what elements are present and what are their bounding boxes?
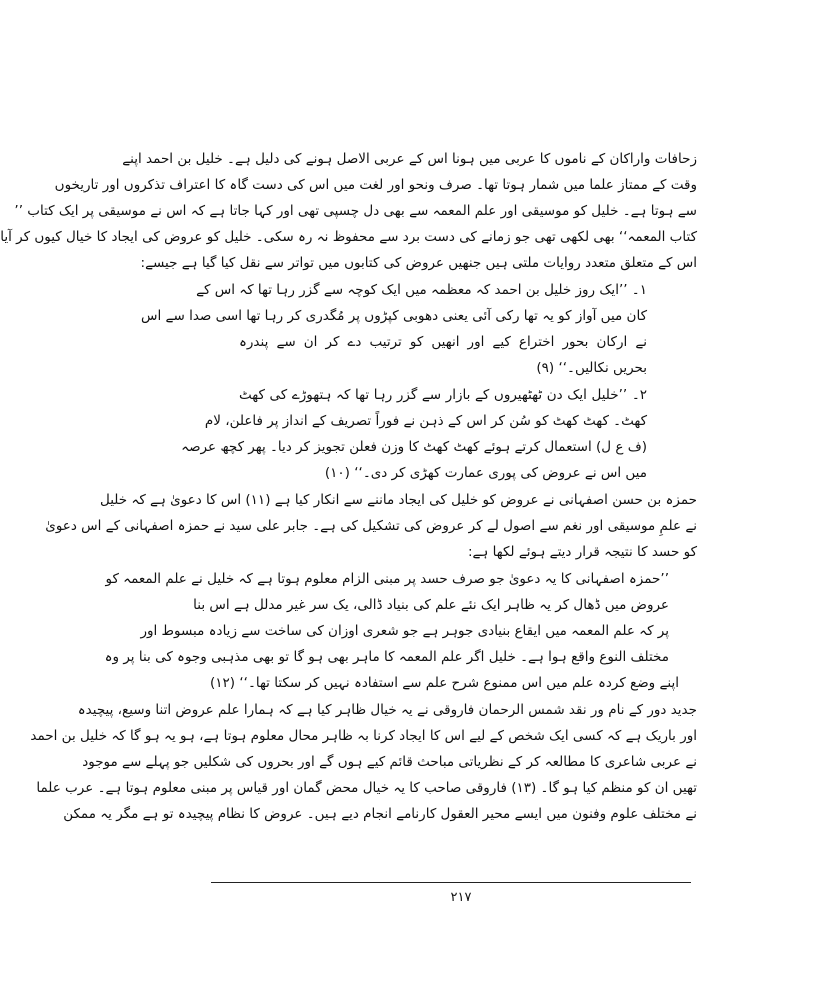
quote-line: کان میں آواز کو یہ تھا رکی آئی یعنی دھوبی کپڑوں پر مُگدری کر رہا تھا اسی صدا سے اس (141, 308, 647, 324)
text-line: حمزہ بن حسن اصفہانی نے عروض کو خلیل کی ایجاد ماننے سے انکار کیا ہے (۱۱) اس کا دعویٰ ہے کہ خلیل (100, 492, 697, 508)
text-line: سے ہوتا ہے۔ خلیل کو موسیقی اور علم المعمہ سے بھی دل چسپی تھی اور کہا جاتا ہے کہ اس نے موسیقی پر ایک کتاب ’’ (14, 203, 697, 219)
text-line: اور باریک ہے کہ کسی ایک شخص کے لیے اس کا ایجاد کرنا بہ ظاہر محال معلوم ہوتا ہے، ہو یہ ہو گا کہ خلیل بن احمد (30, 728, 697, 744)
quote-line: پر کہ علم المعمہ میں ایقاع بنیادی جوہر ہے جو شعری اوزان کی ساخت سے زیادہ مبسوط اور (140, 623, 669, 639)
quote-line: میں اس نے عروض کی پوری عمارت کھڑی کر دی۔‘‘ (۱۰) (324, 465, 647, 481)
text-line: نے مختلف علوم وفنون میں ایسے محیر العقول کارنامے انجام دیے ہیں۔ عروض کا نظام پیچیدہ تو ہے مگر یہ ممکن (63, 806, 697, 822)
text-line: زحافات واراکان کے ناموں کا عربی میں ہونا اس کے عربی الاصل ہونے کی دلیل ہے۔ خلیل بن احمد اپنے (122, 151, 697, 167)
quote-line: کھٹ۔ کھٹ کھٹ کو سُن کر اس کے ذہن نے فوراً تصریف کے انداز پر فاعلن، لام (204, 413, 647, 429)
quote-line: (ف ع ل) استعمال کرتے ہوئے کھٹ کھٹ کا وزن فعلن تجویز کر دیا۔ پھر کچھ عرصہ (181, 439, 647, 455)
text-line: اس کے متعلق متعدد روایات ملتی ہیں جنھیں عروض کی کتابوں میں تواتر سے نقل کیا گیا ہے جیسے: (140, 255, 697, 271)
quote-line: ’’حمزہ اصفہانی کا یہ دعویٰ جو صرف حسد پر مبنی الزام معلوم ہوتا ہے کہ خلیل نے علم المعمہ کو (105, 571, 669, 587)
quote-line: ۲۔ ’’خلیل ایک دن ٹھٹھیروں کے بازار سے گزر رہا تھا کہ ہتھوڑے کی کھٹ (239, 387, 647, 403)
text-line: وقت کے ممتاز علما میں شمار ہوتا تھا۔ صرف ونحو اور لغت میں اس کی دست گاہ کا اعتراف تذکروں اور تاریخوں (54, 177, 697, 193)
text-line: کتاب المعمہ‘‘ بھی لکھی تھی جو زمانے کی دست برد سے محفوظ نہ رہ سکی۔ خلیل کو عروض کی ایجاد کا خیال کیوں کر آیا (0, 229, 697, 245)
text-line: نے علمِ موسیقی اور نغم سے اصول لے کر عروض کی تشکیل کی ہے۔ جابر علی سید نے حمزہ اصفہانی کے اس دعویٰ (45, 518, 697, 534)
quote-line: بحریں نکالیں۔‘‘ (۹) (536, 360, 647, 376)
quote-line: عروض میں ڈھال کر یہ ظاہر ایک نئے علم کی بنیاد ڈالی، یک سر غیر مدلل ہے اس بنا (193, 597, 669, 613)
footer-rule (211, 882, 691, 883)
page-number: ۲۱۷ (450, 890, 472, 905)
quote-line: ۱۔ ’’ایک روز خلیل بن احمد کہ معظمہ میں ایک کوچہ سے گزر رہا تھا کہ اس کے (196, 282, 647, 298)
quote-line: نے ارکان بحور اختراع کیے اور انھیں کو ترتیب دے کر ان سے پندرہ (239, 334, 647, 350)
text-line: تھیں ان کو منظم کیا ہو گا۔ (۱۳) فاروقی صاحب کا یہ خیال محض گمان اور قیاس پر مبنی معلوم ہوتا ہے۔ عرب علما (36, 780, 697, 796)
text-line: جدید دور کے نام ور نقد شمس الرحمان فاروقی نے یہ خیال ظاہر کیا ہے کہ ہمارا علم عروض اتنا وسیع، پیچیدہ (77, 702, 697, 718)
text-line: کو حسد کا نتیجہ قرار دیتے ہوئے لکھا ہے: (467, 544, 697, 560)
quote-line: مختلف النوع واقع ہوا ہے۔ خلیل اگر علم المعمہ کا ماہر بھی ہو گا تو بھی مذہبی وجوہ کی بنا پر وہ (104, 649, 669, 665)
text-line: نے عربی شاعری کا مطالعہ کر کے نظریاتی مباحث قائم کیے ہوں گے اور بحروں کی شکلیں جو پہلے سے موجود (82, 754, 697, 770)
quote-line: اپنے وضع کردہ علم میں اس ممنوع شرح علم سے استفادہ نہیں کر سکتا تھا۔‘‘ (۱۲) (210, 675, 679, 691)
